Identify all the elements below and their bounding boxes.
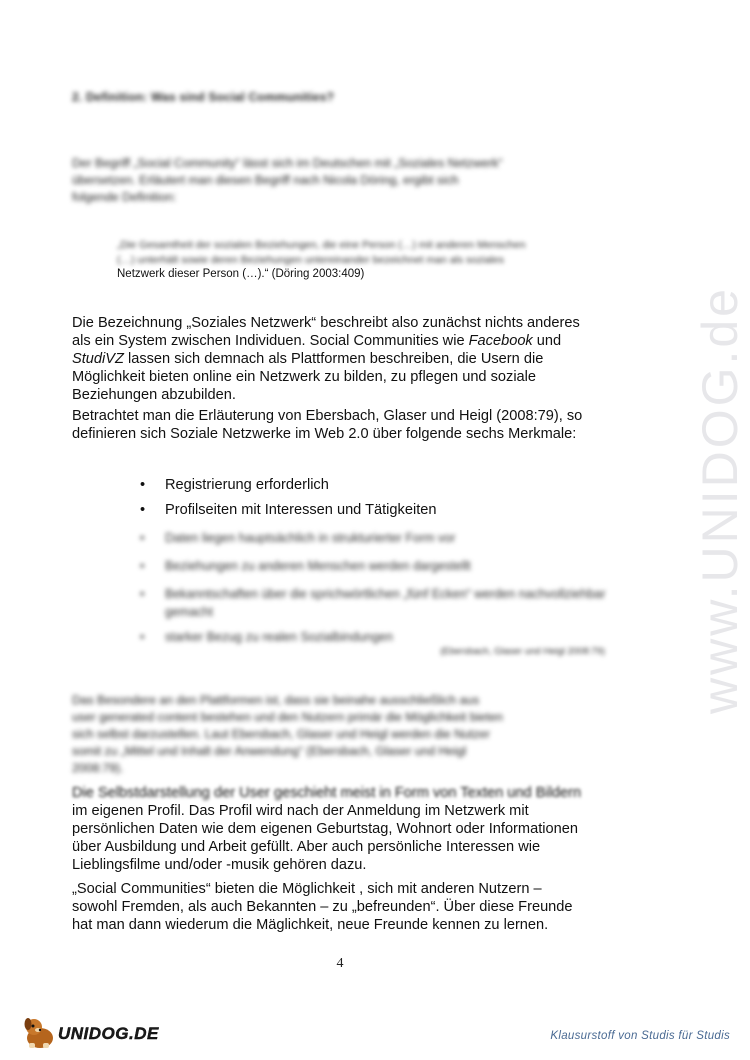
bullet-icon: • bbox=[140, 502, 146, 518]
paragraph-definition bbox=[72, 314, 612, 404]
list-item bbox=[140, 585, 610, 621]
intro-line: Der Begriff „Social Community“ lässt sich im Deutschen mit „Soziales Netzwerk“ bbox=[72, 156, 503, 170]
footer-tagline: Klausurstoff von Studis für Studis bbox=[550, 1030, 730, 1042]
quote-line-clear: Netzwerk dieser Person (…).“ (Döring 2003:409) bbox=[117, 268, 365, 280]
paragraph-besonderes bbox=[72, 692, 612, 777]
watermark-text: www.UNIDOG.de bbox=[692, 286, 748, 714]
intro-line: folgende Definition: bbox=[72, 190, 177, 204]
list-item-text: Profilseiten mit Interessen und Tätigkeiten bbox=[165, 502, 437, 518]
bullet-icon: • bbox=[140, 531, 145, 545]
intro-line: übersetzen. Erläutert man diesen Begriff nach Nicola Döring, ergibt sich bbox=[72, 173, 459, 187]
text-span: und bbox=[532, 333, 562, 349]
list-item bbox=[140, 501, 610, 519]
text-line: sowohl Fremden, als auch Bekannten – zu „befreunden“. Über diese Freunde bbox=[72, 899, 573, 915]
list-item bbox=[140, 628, 610, 646]
text-line: hat man dann wiederum die Mäglichkeit, neue Freunde kennen zu lernen. bbox=[72, 917, 549, 933]
bullet-icon: • bbox=[140, 587, 145, 601]
page-number: 4 bbox=[336, 956, 344, 971]
text-line: user generated content bestehen und den Nutzern primär die Möglichkeit bieten bbox=[72, 710, 503, 724]
text-line: Möglichkeit bieten online ein Netzwerk zu bilden, zu pflegen und soziale bbox=[72, 369, 537, 385]
unidog-logo[interactable] bbox=[20, 1012, 160, 1052]
text-line: Das Besondere an den Plattformen ist, dass sie beinahe ausschließlich aus bbox=[72, 693, 480, 707]
section-heading: 2. Definition: Was sind Social Communities? bbox=[72, 90, 335, 104]
list-item bbox=[140, 476, 610, 494]
list-item-text: starker Bezug zu realen Sozialbindungen bbox=[165, 630, 393, 644]
list-citation: (Ebersbach, Glaser und Heigl 2008:79) bbox=[440, 646, 605, 657]
text-line: sich selbst darzustellen. Laut Ebersbach, Glaser und Heigl werden die Nutzer bbox=[72, 727, 490, 741]
list-item-text: Registrierung erforderlich bbox=[165, 477, 329, 493]
list-item-text: Beziehungen zu anderen Menschen werden dargestellt bbox=[165, 559, 471, 573]
quote-line: (…) unterhält sowie deren Beziehungen untereinander bezeichnet man als soziales bbox=[117, 253, 504, 266]
text-line: somit zu „Mittel und Inhalt der Anwendung“ (Ebersbach, Glaser und Heigl bbox=[72, 744, 467, 758]
paragraph-befreunden bbox=[72, 880, 612, 934]
quote-line: „Die Gesamtheit der sozialen Beziehungen, die eine Person (…) mit anderen Menschen bbox=[117, 239, 526, 251]
text-line: Die Bezeichnung „Soziales Netzwerk“ beschreibt also zunächst nichts anderes bbox=[72, 315, 580, 331]
paragraph-selbstdarstellung bbox=[72, 784, 612, 874]
text-line: über Ausbildung und Arbeit gefüllt. Aber auch persönliche Interessen wie bbox=[72, 839, 541, 855]
list-item-text: Daten liegen hauptsächlich in strukturierter Form vor bbox=[165, 531, 456, 545]
logo-text: UNIDOG.DE bbox=[58, 1024, 159, 1043]
text-line: Die Selbstdarstellung der User geschieht meist in Form von Texten und Bildern bbox=[72, 785, 582, 801]
text-emphasis: StudiVZ bbox=[72, 351, 124, 367]
text-line: Beziehungen abzubilden. bbox=[72, 387, 236, 403]
text-line: Betrachtet man die Erläuterung von Ebersbach, Glaser und Heigl (2008:79), so bbox=[72, 408, 583, 424]
text-line: persönlichen Daten wie dem eigenen Geburtstag, Wohnort oder Informationen bbox=[72, 821, 578, 837]
merkmale-list bbox=[140, 476, 610, 653]
bullet-icon: • bbox=[140, 630, 145, 644]
text-span: lassen sich demnach als Plattformen beschreiben, die Usern die bbox=[123, 351, 544, 367]
dog-icon bbox=[20, 1012, 60, 1052]
block-quote bbox=[117, 238, 609, 282]
watermark bbox=[620, 260, 750, 740]
intro-paragraph bbox=[72, 155, 612, 206]
text-span: als ein System zwischen Individuen. Social Communities wie bbox=[72, 333, 469, 349]
paragraph-merkmale bbox=[72, 407, 612, 443]
bullet-icon: • bbox=[140, 477, 146, 493]
bullet-icon: • bbox=[140, 559, 145, 573]
text-line: definieren sich Soziale Netzwerke im Web 2.0 über folgende sechs Merkmale: bbox=[72, 426, 577, 442]
text-emphasis: Facebook bbox=[468, 333, 533, 349]
text-line: 2008:79). bbox=[72, 761, 124, 775]
list-item bbox=[140, 557, 610, 575]
text-line bbox=[72, 350, 612, 368]
list-item bbox=[140, 529, 610, 547]
text-line: „Social Communities“ bieten die Möglichkeit , sich mit anderen Nutzern – bbox=[72, 881, 542, 897]
text-line: Lieblingsfilme und/oder -musik gehören dazu. bbox=[72, 857, 367, 873]
list-item-text: Bekanntschaften über die sprichwörtlichen „fünf Ecken“ werden nachvollziehbar gemacht bbox=[165, 587, 606, 619]
text-line: im eigenen Profil. Das Profil wird nach der Anmeldung im Netzwerk mit bbox=[72, 803, 529, 819]
text-line bbox=[72, 332, 612, 350]
